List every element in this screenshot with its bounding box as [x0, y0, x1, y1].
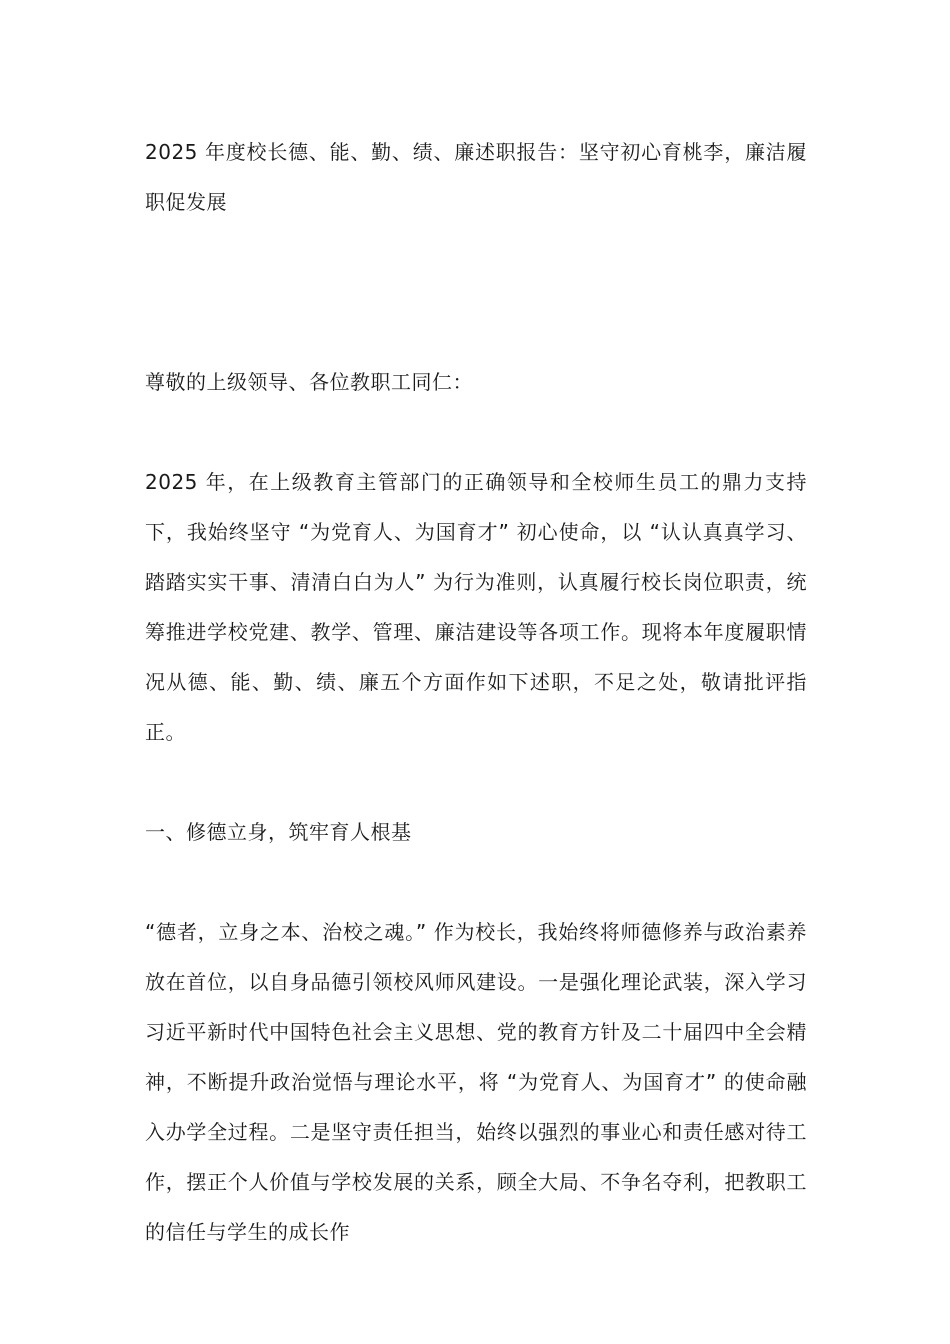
document-title: 2025 年度校长德、能、勤、绩、廉述职报告：坚守初心育桃李，廉洁履职促发展	[145, 140, 807, 214]
salutation: 尊敬的上级领导、各位教职工同仁：	[145, 370, 473, 394]
document-body	[145, 127, 807, 1307]
section-1-paragraph: “德者，立身之本、治校之魂。” 作为校长，我始终将师德修养与政治素养放在首位，以自身品德引领校风师风建设。一是强化理论武装，深入学习习近平新时代中国特色社会主义思想、党的教育方针及二十届四中全会精神，不断提升政治觉悟与理论水平，将 “为党育人、为国育才” 的使命融入办学全过程。二是坚守责任担当，始终以强烈的事业心和责任感对待工作，摆正个人价值与学校发展的关系，顾全大局、不争名夺利，把教职工的信任与学生的成长作	[145, 920, 807, 1244]
section-heading-1: 一、修德立身，筑牢育人根基	[145, 820, 412, 844]
intro-paragraph: 2025 年，在上级教育主管部门的正确领导和全校师生员工的鼎力支持下，我始终坚守 “为党育人、为国育才” 初心使命，以 “认认真真学习、踏踏实实干事、清清白白为人” 为行为准则，认真履行校长岗位职责，统筹推进学校党建、教学、管理、廉洁建设等各项工作。现将本年度履职情况从德、能、勤、绩、廉五个方面作如下述职，不足之处，敬请批评指正。	[145, 470, 807, 744]
